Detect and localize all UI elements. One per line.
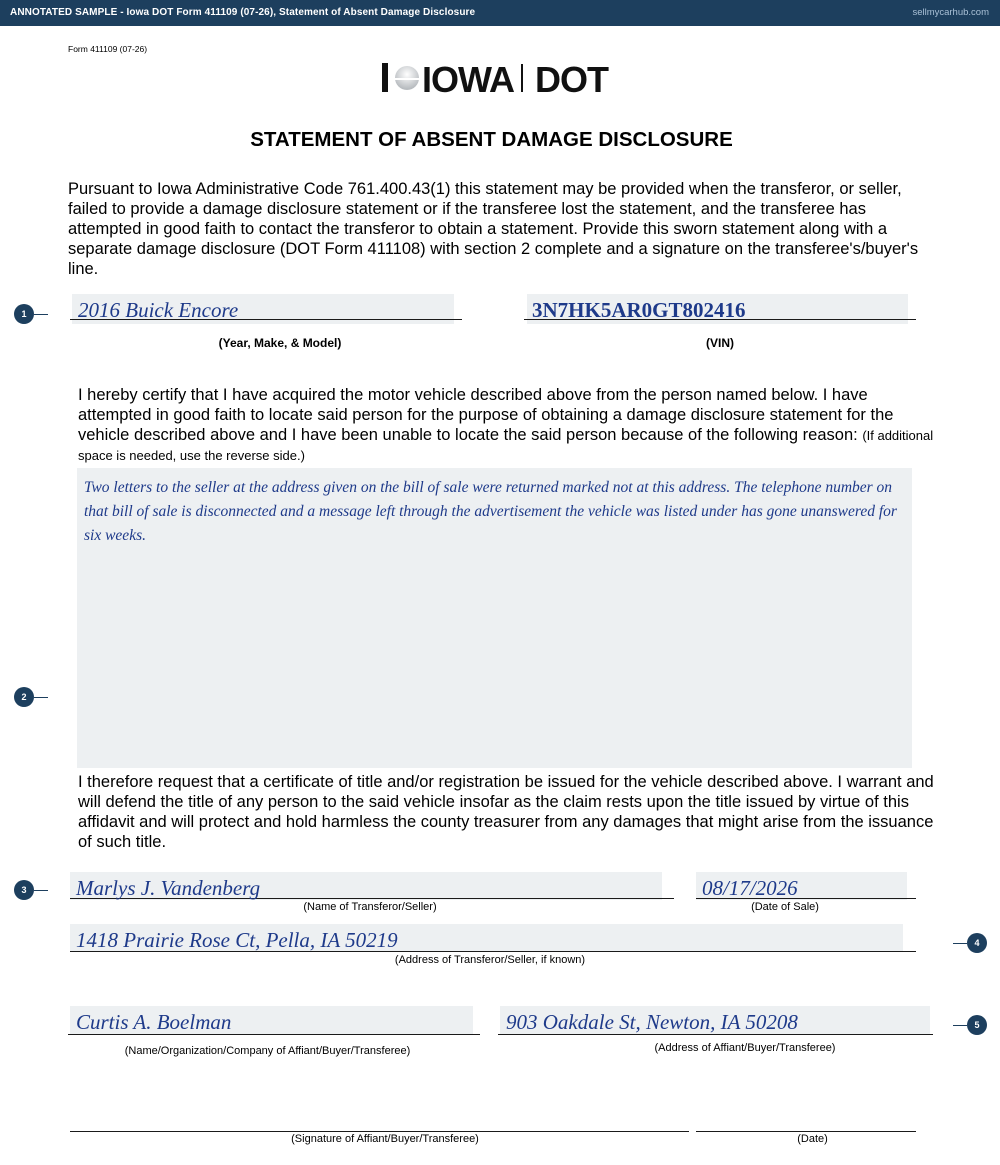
marker-5-leader bbox=[953, 1025, 967, 1026]
annotation-marker-3: 3 bbox=[14, 880, 34, 900]
annotation-marker-2: 2 bbox=[14, 687, 34, 707]
signature-line[interactable] bbox=[70, 1131, 689, 1132]
buyer-address-label: (Address of Affiant/Buyer/Transferee) bbox=[654, 1042, 836, 1054]
annotation-marker-5: 5 bbox=[967, 1015, 987, 1035]
marker-2-leader bbox=[34, 697, 48, 698]
vin-value: 3N7HK5AR0GT802416 bbox=[532, 298, 746, 322]
buyer-name-label: (Name/Organization/Company of Affiant/Buyer/Transferee) bbox=[124, 1045, 411, 1057]
seller-address-label: (Address of Transferor/Seller, if known) bbox=[394, 954, 586, 966]
iowa-dot-logo bbox=[380, 58, 620, 98]
date-label: (Date) bbox=[797, 1133, 828, 1145]
intro-paragraph: Pursuant to Iowa Administrative Code 761.400.43(1) this statement may be provided when the transferor, or seller, failed to provide a damage disclosure statement or if the transferee lost the statement, and the transferee has attempted in good faith to contact the transferor to obtain a statement. Provide this sworn statement along with a separate damage disclosure (DOT Form 411108) with section 2 complete and a signature on the transferee's/buyer's line. bbox=[68, 180, 919, 278]
marker-1-leader bbox=[34, 314, 48, 315]
signature-label: (Signature of Affiant/Buyer/Transferee) bbox=[291, 1133, 479, 1145]
annotation-header-bar bbox=[0, 0, 1000, 26]
annotation-marker-4: 4 bbox=[967, 933, 987, 953]
site-link[interactable]: sellmycarhub.com bbox=[912, 7, 989, 18]
certify-note: (If additional space is needed, use the reverse side.) bbox=[78, 427, 934, 463]
request-paragraph: I therefore request that a certificate of title and/or registration be issued for the vehicle described above. I warrant and will defend the title of any person to the said vehicle insofar as the claim rests upon the title issued by virtue of this affidavit and will protect and hold harmless the county treasurer from any damages that might arise from the issuance of such title. bbox=[78, 773, 934, 851]
vehicle-label: (Year, Make, & Model) bbox=[218, 336, 342, 350]
date-line[interactable] bbox=[696, 1131, 916, 1132]
sale-date-value: 08/17/2026 bbox=[702, 876, 798, 900]
certify-paragraph bbox=[78, 386, 938, 466]
certify-text: I hereby certify that I have acquired the motor vehicle described above from the person named below. I have attempted in good faith to locate said person for the purpose of obtaining a damage disclosure statement for the vehicle described above and I have been unable to locate the said person because of the following reason: bbox=[78, 386, 894, 444]
buyer-name-value: Curtis A. Boelman bbox=[76, 1010, 232, 1034]
sale-date-label: (Date of Sale) bbox=[751, 901, 819, 913]
logo-text-left: IOWA bbox=[422, 59, 514, 98]
marker-3-leader bbox=[34, 890, 48, 891]
seller-address-value: 1418 Prairie Rose Ct, Pella, IA 50219 bbox=[76, 928, 398, 952]
annotation-title: ANNOTATED SAMPLE - Iowa DOT Form 411109 (07-26), Statement of Absent Damage Disclosure bbox=[10, 7, 476, 18]
marker-4-leader bbox=[953, 943, 967, 944]
document-title: STATEMENT OF ABSENT DAMAGE DISCLOSURE bbox=[250, 128, 733, 151]
vehicle-value: 2016 Buick Encore bbox=[78, 298, 239, 322]
form-number: Form 411109 (07-26) bbox=[68, 44, 148, 54]
seller-name-value: Marlys J. Vandenberg bbox=[76, 876, 261, 900]
seller-name-label: (Name of Transferor/Seller) bbox=[303, 901, 437, 913]
reason-value: Two letters to the seller at the address given on the bill of sale were returned marked not at this address. The telephone number on that bill of sale is disconnected and a message left through the advertisement the vehicle was listed under has gone unanswered for six weeks. bbox=[84, 479, 897, 544]
vin-label: (VIN) bbox=[706, 336, 734, 350]
buyer-address-value: 903 Oakdale St, Newton, IA 50208 bbox=[506, 1010, 798, 1034]
logo-text-right: DOT bbox=[535, 59, 608, 98]
annotation-marker-1: 1 bbox=[14, 304, 34, 324]
